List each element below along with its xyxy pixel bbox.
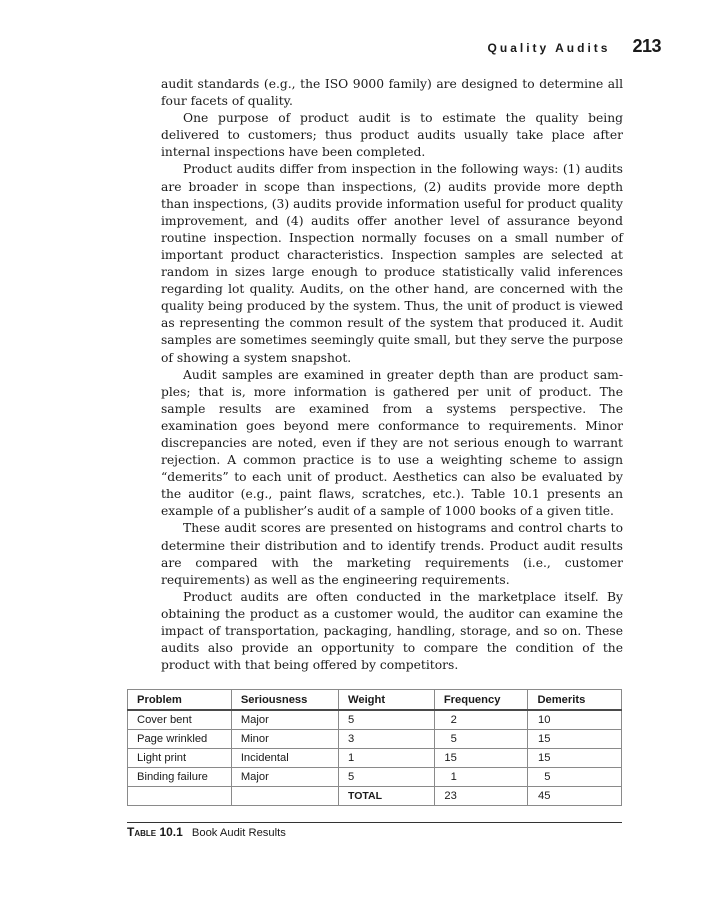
seriousness-cell: Major [231, 768, 338, 787]
total-demerits-value: 45 [537, 790, 551, 802]
paragraph-continuation: audit standards (e.g., the ISO 9000 family) are designed to determine all four facets of quality. [161, 77, 623, 109]
table-row [128, 768, 622, 787]
header-weight: Weight [338, 690, 434, 711]
problem-cell: Cover bent [128, 710, 232, 730]
weight-cell: 5 [338, 768, 434, 787]
running-header [488, 36, 661, 57]
seriousness-cell: Minor [231, 730, 338, 749]
problem-cell: Page wrinkled [128, 730, 232, 749]
demerits-cell [528, 710, 622, 730]
demerits-cell [528, 730, 622, 749]
paragraph-purpose: One purpose of product audit is to estimate the quality being delivered to customers; thus product audits usually take place after internal inspections have been completed. [161, 111, 623, 160]
demerits-value: 15 [537, 752, 551, 764]
total-frequency-cell [434, 787, 528, 806]
paragraph-audit-samples: Audit samples are examined in greater depth than are product samples; that is, more information is gathered per unit of product. The sample results are examined from a systems perspective. The examination goes beyond mere conformance to requirements. Minor discrepancies are noted, even if they are not serious enough to warrant rejection. A common practice is to use a weighting scheme to assign “demerits” to each unit of product. Aesthetics can also be evaluated by the auditor (e.g., paint flaws, scratches, etc.). Table 10.1 presents an example of a publisher’s audit of a sample of 1000 books of a given title. [161, 367, 623, 519]
paragraph-marketplace: Product audits are often conducted in the marketplace itself. By obtaining the product as a customer would, the auditor can examine the impact of transportation, packaging, handling, storage, and so on. These audits also provide an opportunity to compare the condition of the product with that being offered by competitors. [161, 589, 623, 673]
paragraph-audit-scores: These audit scores are presented on histograms and control charts to determine their distribution and to identify trends. Product audit results are compared with the marketing requirements (i.e., customer requirements) as well as the engineering requirements. [161, 521, 623, 587]
weight-cell: 1 [338, 749, 434, 768]
table-header-row [128, 690, 622, 711]
demerits-value: 5 [544, 771, 551, 783]
caption-text: Book Audit Results [191, 827, 286, 839]
paragraph-differences: Product audits differ from inspection in the following ways: (1) audits are broader in scope than inspections, (2) audits provide more depth than inspections, (3) audits provide information useful for product quality improvement, and (4) audits offer another level of assurance beyond routine inspection. Inspection normally focuses on a small number of important product characteristics. Inspection samples are selected at random in sizes large enough to produce statistically valid inferences regarding lot quality. Audits, on the other hand, are concerned with the quality being produced by the system. Thus, the unit of product is viewed as representing the common result of the system that produced it. Audit samples are sometimes seemingly quite small, but they serve the purpose of showing a system snapshot. [161, 162, 623, 365]
empty-cell [128, 787, 232, 806]
weight-cell: 3 [338, 730, 434, 749]
seriousness-cell: Major [231, 710, 338, 730]
table-total-row [128, 787, 622, 806]
total-label: TOTAL [338, 787, 434, 806]
frequency-value: 2 [450, 714, 457, 726]
seriousness-cell: Incidental [231, 749, 338, 768]
table-row [128, 710, 622, 730]
empty-cell [231, 787, 338, 806]
demerits-cell [528, 749, 622, 768]
book-audit-table [127, 689, 622, 806]
header-seriousness: Seriousness [231, 690, 338, 711]
frequency-cell [434, 730, 528, 749]
book-audit-table-container [127, 689, 622, 806]
total-demerits-cell [528, 787, 622, 806]
table-row [128, 730, 622, 749]
demerits-value: 10 [537, 714, 551, 726]
problem-cell: Binding failure [128, 768, 232, 787]
frequency-value: 15 [444, 752, 457, 764]
caption-label: Table 10.1 [127, 825, 183, 839]
total-frequency-value: 23 [444, 790, 457, 802]
frequency-value: 5 [450, 733, 457, 745]
header-demerits: Demerits [528, 690, 622, 711]
header-frequency: Frequency [434, 690, 528, 711]
body-text [161, 76, 623, 674]
running-title: Quality Audits [487, 41, 611, 55]
weight-cell: 5 [338, 710, 434, 730]
page-number: 213 [632, 36, 661, 56]
frequency-cell [434, 749, 528, 768]
table-row [128, 749, 622, 768]
frequency-cell [434, 768, 528, 787]
demerits-cell [528, 768, 622, 787]
problem-cell: Light print [128, 749, 232, 768]
frequency-value: 1 [450, 771, 457, 783]
header-problem: Problem [128, 690, 232, 711]
frequency-cell [434, 710, 528, 730]
demerits-value: 15 [537, 733, 551, 745]
table-caption [127, 822, 622, 839]
